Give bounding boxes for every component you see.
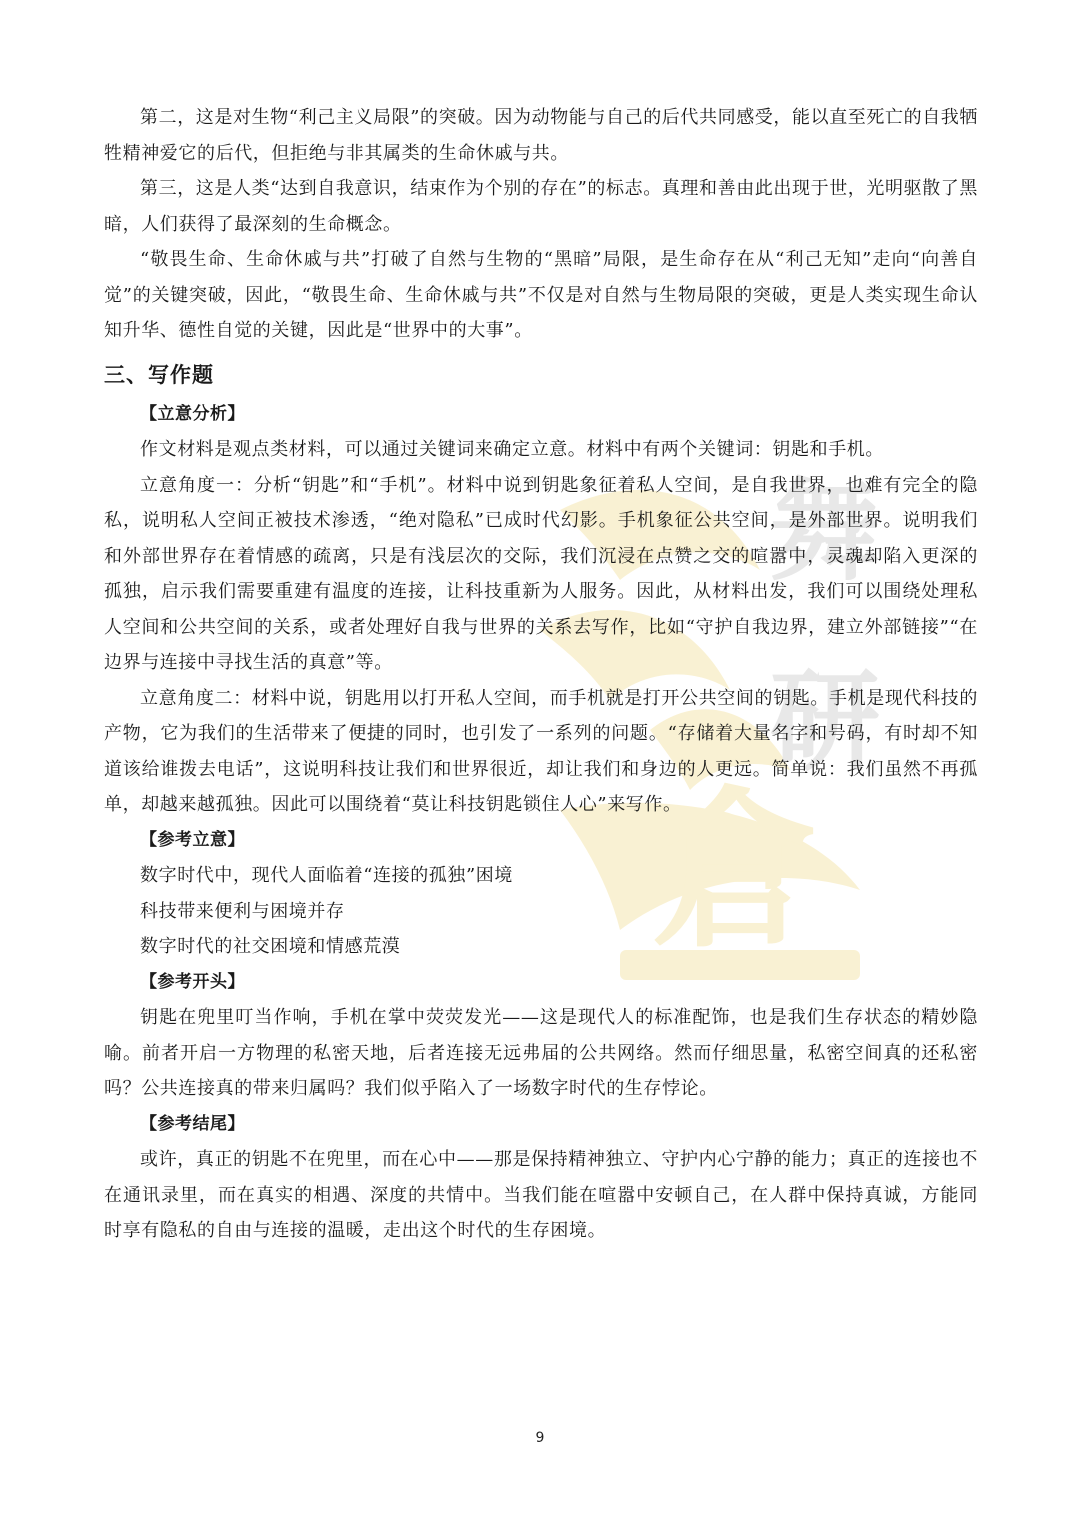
- paragraph-third: 第三，这是人类“达到自我意识，结束作为个别的存在”的标志。真理和善由此出现于世，光明驱散了黑暗，人们获得了最深刻的生命概念。: [104, 178, 978, 235]
- reference-ending-text: 或许，真正的钥匙不在兜里，而在心中——那是保持精神独立、守护内心宁静的能力；真正的连接也不在通讯录里，而在真实的相遇、深度的共情中。当我们能在喧嚣中安顿自己，在人群中保持真诚，方能同时享有隐私的自由与连接的温暖，走出这个时代的生存困境。: [104, 1149, 978, 1241]
- reference-opening-text: 钥匙在兜里叮当作响，手机在掌中荧荧发光——这是现代人的标准配饰，也是我们生存状态的精妙隐喻。前者开启一方物理的私密天地，后者连接无远弗届的公共网络。然而仔细思量，私密空间真的还私密吗？公共连接真的带来归属吗？我们似乎陷入了一场数字时代的生存悖论。: [104, 1007, 978, 1099]
- analysis-paragraph-angle-one: 立意角度一：分析“钥匙”和“手机”。材料中说到钥匙象征着私人空间，是自我世界，也难有完全的隐私，说明私人空间正被技术渗透，“绝对隐私”已成时代幻影。手机象征公共空间，是外部世界。说明我们和外部世界存在着情感的疏离，只是有浅层次的交际，我们沉浸在点赞之交的喧嚣中，灵魂却陷入更深的孤独，启示我们需要重建有温度的连接，让科技重新为人服务。因此，从材料出发，我们可以围绕处理私人空间和公共空间的关系，或者处理好自我与世界的关系去写作，比如“守护自我边界，建立外部链接”“在边界与连接中寻找生活的真意”等。: [104, 474, 978, 673]
- watermark-char-2: 研: [770, 657, 880, 786]
- reference-opening-tag: 【参考开头】: [140, 971, 245, 992]
- reference-themes-tag: 【参考立意】: [140, 829, 245, 850]
- reference-theme-item: 科技带来便利与困境并存: [140, 900, 345, 922]
- watermark-char-1: 舞: [770, 467, 880, 596]
- reference-ending-tag: 【参考结尾】: [140, 1113, 245, 1134]
- analysis-paragraph-angle-two: 立意角度二：材料中说，钥匙用以打开私人空间，而手机就是打开公共空间的钥匙。手机是现代科技的产物，它为我们的生活带来了便捷的同时，也引发了一系列的问题。“存储着大量名字和号码，有时却不知道该给谁拨去电话”，这说明科技让我们和世界很近，却让我们和身边的人更远。简单说：我们虽然不再孤单，却越来越孤独。因此可以围绕着“莫让科技钥匙锁住人心”来写作。: [104, 687, 978, 815]
- paragraph-conclusion: “敬畏生命、生命休戚与共”打破了自然与生物的“黑暗”局限，是生命存在从“利己无知”走向“向善自觉”的关键突破，因此，“敬畏生命、生命休戚与共”不仅是对自然与生物局限的突破，更是人类实现生命认知升华、德性自觉的关键，因此是“世界中的大事”。: [104, 249, 978, 341]
- page-number: 9: [535, 1430, 545, 1446]
- reference-theme-item: 数字时代的社交困境和情感荒漠: [140, 936, 401, 957]
- document-body: [104, 100, 978, 1249]
- analysis-tag: 【立意分析】: [140, 403, 245, 424]
- watermark-char-3: 倉: [650, 771, 821, 971]
- section-title: 三、写作题: [104, 362, 214, 387]
- analysis-paragraph-intro: 作文材料是观点类材料，可以通过关键词来确定立意。材料中有两个关键词：钥匙和手机。: [140, 439, 884, 460]
- paragraph-second: 第二，这是对生物“利己主义局限”的突破。因为动物能与自己的后代共同感受，能以直至死亡的自我牺牲精神爱它的后代，但拒绝与非其属类的生命休戚与共。: [104, 107, 978, 164]
- reference-theme-item: 数字时代中，现代人面临着“连接的孤独”困境: [140, 865, 514, 886]
